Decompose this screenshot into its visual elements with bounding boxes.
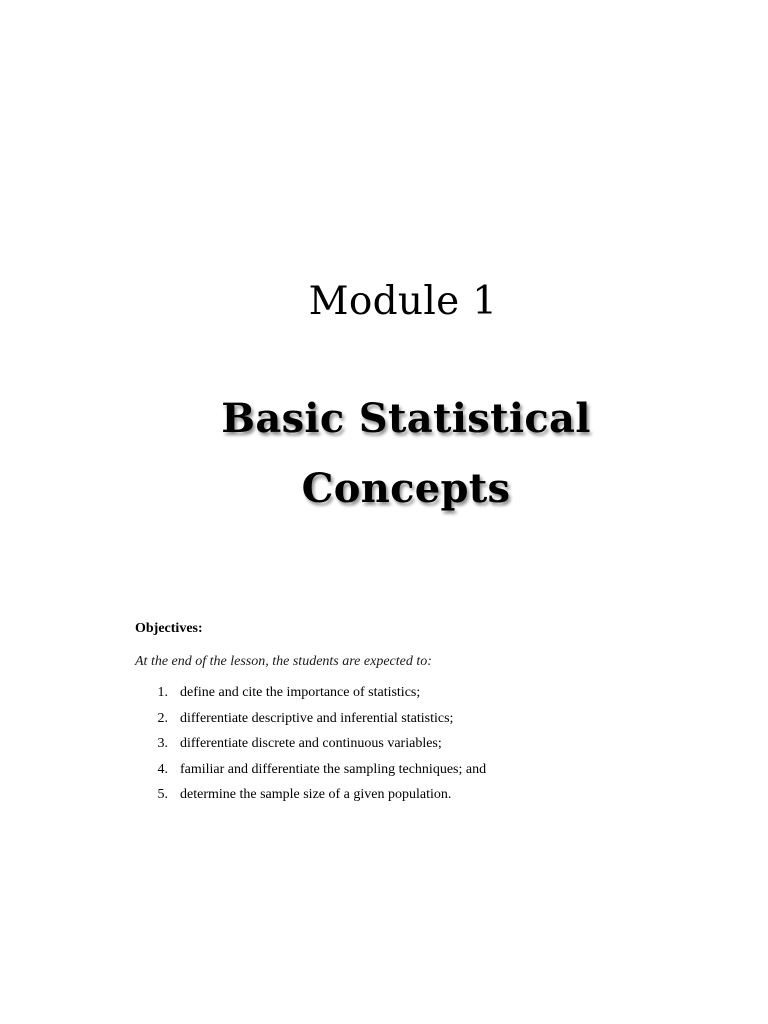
objective-number: 2. bbox=[157, 710, 168, 726]
objective-text: differentiate discrete and continuous variables; bbox=[180, 736, 442, 751]
objective-item bbox=[0, 761, 768, 787]
objective-number: 5. bbox=[157, 787, 168, 802]
objectives-intro: At the end of the lesson, the students are expected to: bbox=[135, 654, 432, 669]
objective-number: 1. bbox=[157, 685, 168, 700]
objective-item bbox=[0, 684, 768, 710]
objective-text: familiar and differentiate the sampling techniques; and bbox=[180, 761, 487, 777]
title-line-1: Basic Statistical bbox=[221, 395, 591, 442]
objectives-list bbox=[0, 684, 768, 812]
objective-text: define and cite the importance of statistics; bbox=[180, 685, 421, 700]
objective-item bbox=[0, 735, 768, 761]
page-title bbox=[0, 384, 768, 524]
module-label: Module 1 bbox=[308, 279, 498, 324]
objective-item bbox=[0, 710, 768, 736]
objective-item bbox=[0, 786, 768, 812]
objective-number: 3. bbox=[157, 736, 168, 751]
objective-text: differentiate descriptive and inferential statistics; bbox=[180, 710, 454, 726]
objectives-heading: Objectives: bbox=[135, 621, 203, 636]
objective-text: determine the sample size of a given population. bbox=[180, 787, 452, 802]
objective-number: 4. bbox=[157, 761, 168, 777]
title-line-2: Concepts bbox=[301, 465, 511, 512]
